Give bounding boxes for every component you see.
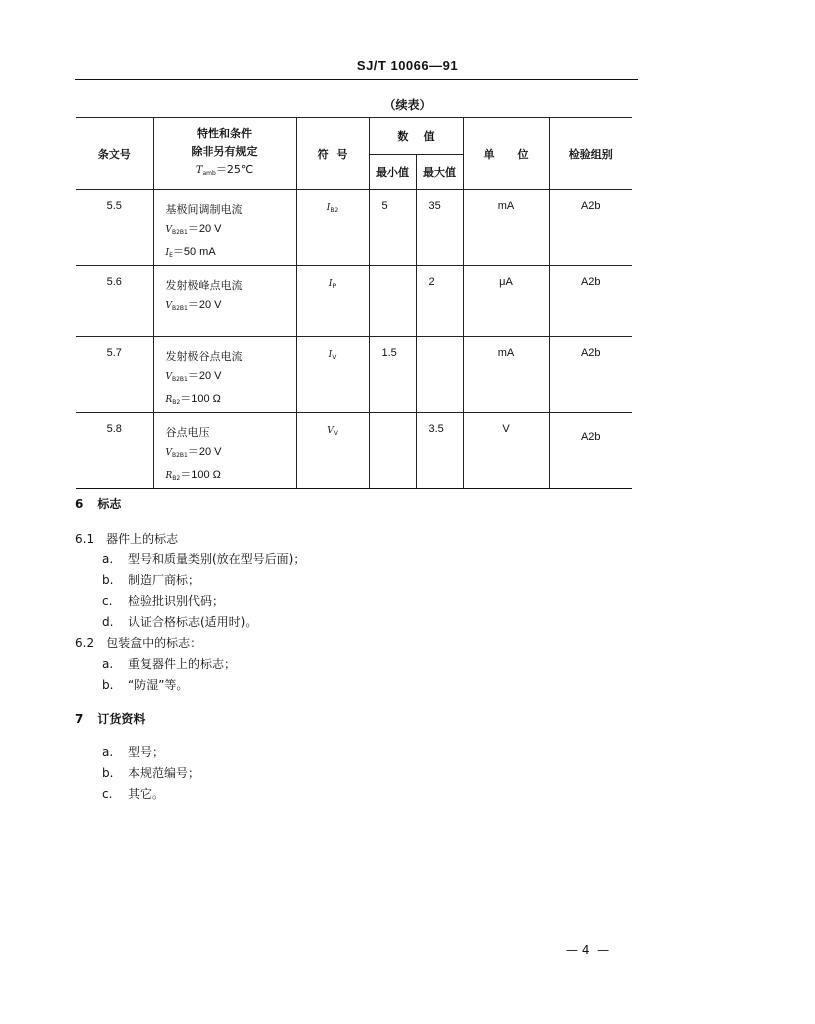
header-clause: 条文号 [76,118,153,190]
row-group: A2b [549,413,632,489]
header-conditions: 特性和条件 除非另有规定 $T_{amb}=25℃$ [153,118,296,190]
header-rule [75,79,638,80]
row-symbol: $I_{B2}$ [296,190,369,266]
row-min: 1.5 [369,337,416,413]
row-unit: mA [463,337,549,413]
table-row [76,190,632,266]
row-group: A2b [549,266,632,337]
row-symbol: $V_V$ [296,413,369,489]
page-number: — 4 — [566,943,610,957]
row-max: 2 [416,266,463,337]
list-item: c. 检验批识别代码； [102,594,225,608]
header-min: 最小值 [369,155,416,190]
section-6-2-heading: 6.2 包装盒中的标志： [75,636,203,650]
row-conditions: 谷点电压 $V_{B2B1}=20$ V $R_{B2}=100$ Ω [153,413,296,489]
row-max [416,337,463,413]
row-conditions: 基极间调制电流 $V_{B2B1}=20$ V $I_E=50$ mA [153,190,296,266]
section-6-1-heading: 6.1 器件上的标志 [75,532,179,546]
row-unit: mA [463,190,549,266]
table-row [76,413,632,489]
spec-table [76,117,632,489]
table-row [76,337,632,413]
row-conditions: 发射极谷点电流 $V_{B2B1}=20$ V $R_{B2}=100$ Ω [153,337,296,413]
row-clause: 5.6 [76,266,153,337]
row-clause: 5.8 [76,413,153,489]
list-item: a. 型号； [102,745,165,759]
table-row [76,266,632,337]
list-item: d. 认证合格标志(适用时)。 [102,615,258,629]
list-item: b. 本规范编号； [102,766,201,780]
row-clause: 5.7 [76,337,153,413]
section-7-heading: 7 订货资料 [75,712,146,726]
table-caption: （续表） [383,98,432,112]
section-6-heading: 6 标志 [75,497,122,511]
list-item: a. 型号和质量类别(放在型号后面)； [102,552,306,566]
list-item: a. 重复器件上的标志； [102,657,237,671]
row-max: 35 [416,190,463,266]
row-min [369,413,416,489]
row-group: A2b [549,337,632,413]
list-item: c. 其它。 [102,787,165,801]
header-max: 最大值 [416,155,463,190]
row-conditions: 发射极峰点电流 $V_{B2B1}=20$ V [153,266,296,337]
list-item: b. 制造厂商标； [102,573,201,587]
header-inspection-group: 检验组别 [549,118,632,190]
row-unit: V [463,413,549,489]
list-item: b. “防湿”等。 [102,678,189,692]
header-unit: 单 位 [463,118,549,190]
row-min [369,266,416,337]
header-symbol: 符 号 [296,118,369,190]
header-value: 数 值 [369,118,463,155]
row-max: 3.5 [416,413,463,489]
row-min: 5 [369,190,416,266]
row-unit: μA [463,266,549,337]
document-code: SJ/T 10066—91 [356,58,459,73]
row-clause: 5.5 [76,190,153,266]
row-symbol: $I_P$ [296,266,369,337]
row-symbol: $I_V$ [296,337,369,413]
row-group: A2b [549,190,632,266]
